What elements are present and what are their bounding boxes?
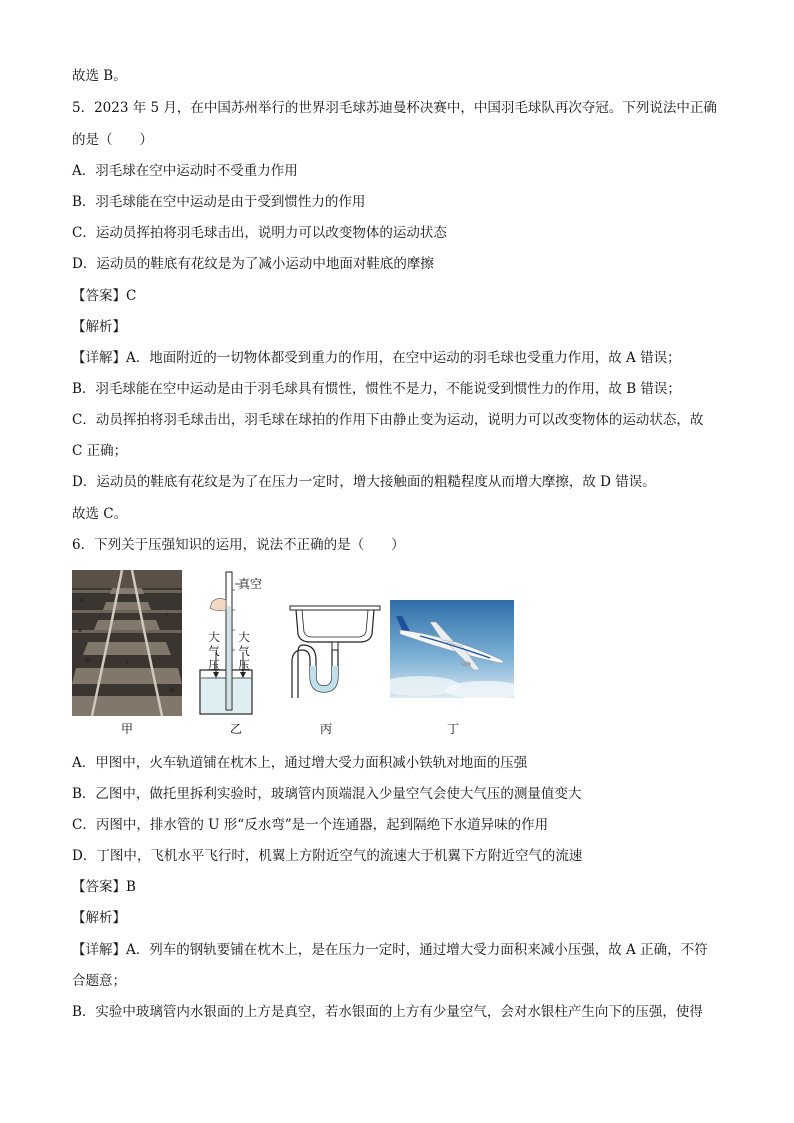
text-line: 故选 B。 <box>72 68 127 84</box>
vacuum-label: 真空 <box>238 577 263 591</box>
explanation-line: B．实验中玻璃管内水银面的上方是真空，若水银面的上方有少量空气，会对水银柱产生向下的压强，使得 <box>72 1004 703 1020</box>
option-b: B．乙图中，做托里拆利实验时，玻璃管内顶端混入少量空气会使大气压的测量值变大 <box>72 786 582 802</box>
airplane-icon <box>390 600 514 698</box>
question-5-stem: 5．2023 年 5 月，在中国苏州举行的世界羽毛球苏迪曼杯决赛中，中国羽毛球队再次夺冠。下列说法中正确 <box>72 100 717 116</box>
analysis-label: 【解析】 <box>72 910 126 926</box>
caption-ding: 丁 <box>446 722 459 736</box>
caption-yi: 乙 <box>229 722 242 736</box>
explanation-line: 合题意； <box>72 973 126 989</box>
atm-label-right: 大气压 <box>238 630 250 672</box>
explanation-line: C．动员挥拍将羽毛球击出，羽毛球在球拍的作用下由静止变为运动，说明力可以改变物体的运动状态，故 <box>72 412 704 428</box>
option-a: A．羽毛球在空中运动时不受重力作用 <box>72 163 298 179</box>
figure-railway-track <box>72 570 182 716</box>
question-6-stem: 6．下列关于压强知识的运用，说法不正确的是（ ） <box>72 537 405 553</box>
option-c: C．丙图中，排水管的 U 形“反水弯”是一个连通器，起到隔绝下水道异味的作用 <box>72 817 549 833</box>
option-a: A．甲图中，火车轨道铺在枕木上，通过增大受力面积减小铁轨对地面的压强 <box>72 755 528 771</box>
railway-track-icon <box>72 570 182 716</box>
question-5-stem-cont: 的是（ ） <box>72 132 153 148</box>
figure-torricelli <box>196 570 276 716</box>
figure-row <box>72 570 532 742</box>
explanation-line: 【详解】A．列车的钢轨要铺在枕木上，是在压力一定时，通过增大受力面积来减小压强，故 A 正确，不符 <box>72 942 708 958</box>
caption-jia: 甲 <box>120 722 133 736</box>
sink-u-trap-icon <box>288 600 384 700</box>
figure-sink-trap <box>288 600 384 700</box>
explanation-line: 【详解】A．地面附近的一切物体都受到重力的作用，在空中运动的羽毛球也受重力作用，故 A 错误； <box>72 350 681 366</box>
caption-bing: 丙 <box>319 722 332 736</box>
figure-airplane <box>390 600 514 698</box>
option-d: D．运动员的鞋底有花纹是为了减小运动中地面对鞋底的摩擦 <box>72 256 434 272</box>
text-line: 故选 C。 <box>72 506 128 522</box>
option-b: B．羽毛球能在空中运动是由于受到惯性力的作用 <box>72 194 366 210</box>
analysis-label: 【解析】 <box>72 319 126 335</box>
explanation-line: D．运动员的鞋底有花纹是为了在压力一定时，增大接触面的粗糙程度从而增大摩擦，故 D 错误。 <box>72 474 656 490</box>
option-d: D．丁图中，飞机水平飞行时，机翼上方附近空气的流速大于机翼下方附近空气的流速 <box>72 848 583 864</box>
answer-label: 【答案】C <box>72 288 137 304</box>
option-c: C．运动员挥拍将羽毛球击出，说明力可以改变物体的运动状态 <box>72 225 447 241</box>
answer-label: 【答案】B <box>72 879 136 895</box>
explanation-line: B．羽毛球能在空中运动是由于羽毛球具有惯性，惯性不是力，不能说受到惯性力的作用，故 B 错误； <box>72 381 681 397</box>
explanation-line: C 正确； <box>72 443 128 459</box>
atm-label-left: 大气压 <box>208 630 220 672</box>
